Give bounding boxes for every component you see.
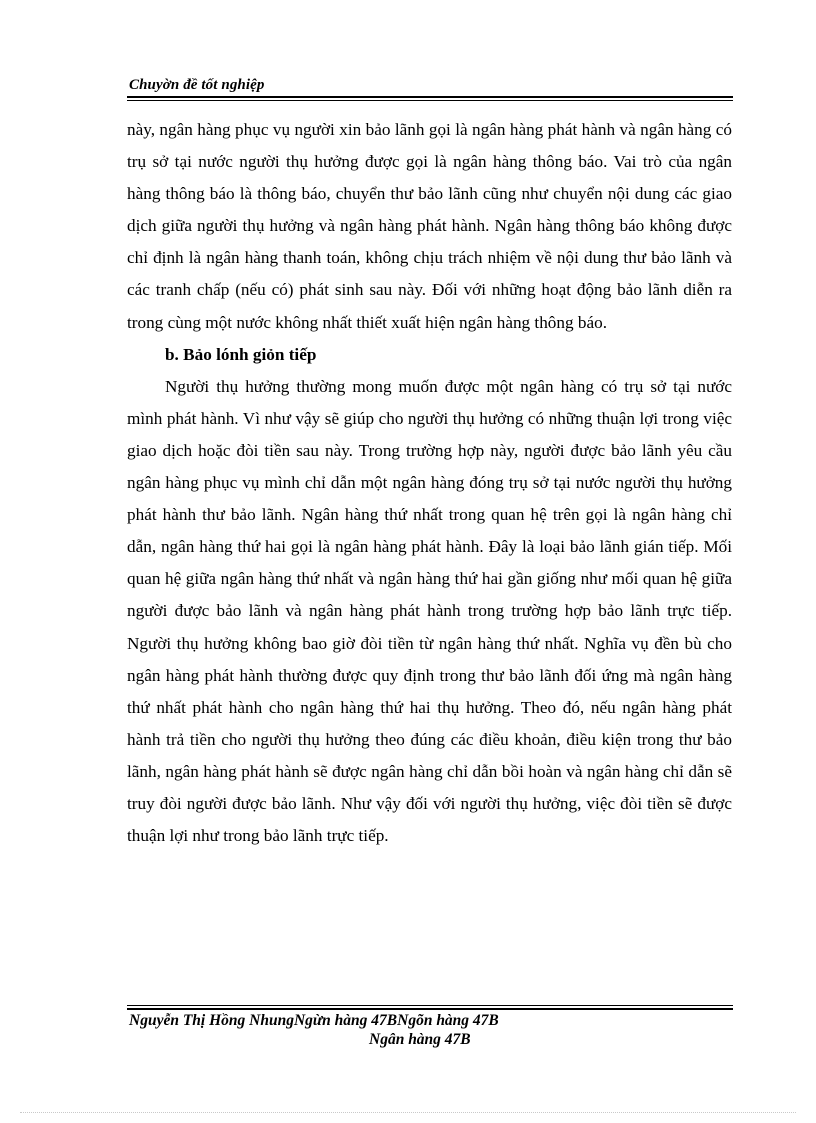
- section-subheading: b. Bảo lónh giỏn tiếp: [165, 344, 317, 364]
- footer-rule-thick: [127, 1008, 733, 1010]
- body-paragraph-continued: này, ngân hàng phục vụ người xin bảo lãnh gọi là ngân hàng phát hành và ngân hàng có trụ sở tại nước người thụ hưởng được gọi là ngân hàng thông báo. Vai trò của ngân hàng thông báo là thông báo, chuyển thư bảo lãnh cũng như chuyển nội dung các giao dịch giữa người thụ hưởng và ngân hàng phát hành. Ngân hàng thông báo không được chỉ định là ngân hàng thanh toán, không chịu trách nhiệm về nội dung thư bảo lãnh và các tranh chấp (nếu có) phát sinh sau này. Đối với những hoạt động bảo lãnh diễn ra trong cùng một nước không nhất thiết xuất hiện ngân hàng thông báo.: [127, 120, 732, 332]
- footer-author-line: Nguyễn Thị Hồng NhungNgừn hàng 47BNgõn hàng 47B: [129, 1012, 499, 1029]
- footer-rule-thin: [127, 1005, 733, 1006]
- header-rule-thick: [127, 96, 733, 98]
- header-rule-thin: [127, 100, 733, 101]
- page-edge-dotted: [20, 1112, 796, 1113]
- footer-class-line: Ngân hàng 47B: [369, 1031, 471, 1048]
- document-body: [127, 114, 732, 852]
- body-paragraph: Người thụ hưởng thường mong muốn được một ngân hàng có trụ sở tại nước mình phát hành. Vì như vậy sẽ giúp cho người thụ hưởng có những thuận lợi trong việc giao dịch hoặc đòi tiền sau này. Trong trường hợp này, người được bảo lãnh yêu cầu ngân hàng phục vụ mình chỉ dẫn một ngân hàng đóng trụ sở tại nước người thụ hưởng phát hành thư bảo lãnh. Ngân hàng thứ nhất trong quan hệ trên gọi là ngân hàng chỉ dẫn, ngân hàng thứ hai gọi là ngân hàng phát hành. Đây là loại bảo lãnh gián tiếp. Mối quan hệ giữa ngân hàng thứ nhất và ngân hàng thứ hai gần giống như mối quan hệ giữa người được bảo lãnh và ngân hàng phát hành trong trường hợp bảo lãnh trực tiếp. Người thụ hưởng không bao giờ đòi tiền từ ngân hàng thứ nhất. Nghĩa vụ đền bù cho ngân hàng phát hành thường được quy định trong thư bảo lãnh đối ứng mà ngân hàng thứ nhất phát hành cho ngân hàng thứ hai thụ hưởng. Theo đó, nếu ngân hàng phát hành trả tiền cho người thụ hưởng theo đúng các điều khoản, điều kiện trong thư bảo lãnh, ngân hàng phát hành sẽ được ngân hàng chỉ dẫn bồi hoàn và ngân hàng chỉ dẫn sẽ truy đòi người được bảo lãnh. Như vậy đối với người thụ hưởng, việc đòi tiền sẽ được thuận lợi như trong bảo lãnh trực tiếp.: [127, 376, 732, 846]
- page-header-title: Chuyờn đề tốt nghiệp: [129, 77, 265, 93]
